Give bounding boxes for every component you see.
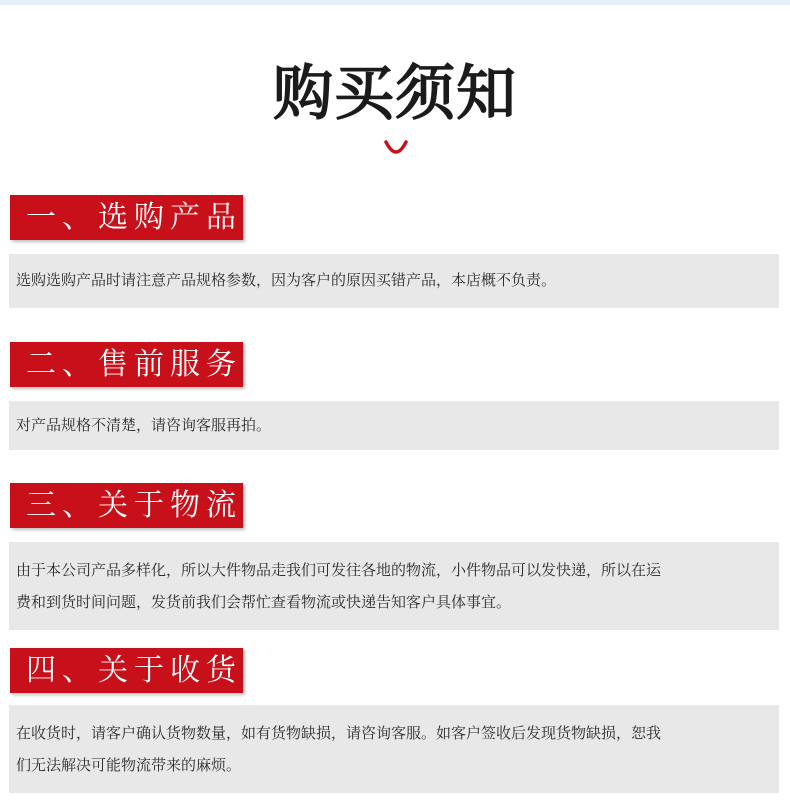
section-tag-logistics: 三、关于物流 — [10, 483, 243, 528]
section-text-line: 对产品规格不清楚，请咨询客服再拍。 — [16, 416, 272, 434]
section-text-line: 由于本公司产品多样化，所以大件物品走我们可发往各地的物流，小件物品可以发快递，所以在运 — [16, 561, 662, 579]
page-title: 购买须知 — [273, 59, 517, 129]
section-body-receiving — [9, 705, 779, 793]
section-text-line: 费和到货时间问题，发货前我们会帮忙查看物流或快递告知客户具体事宜。 — [16, 593, 512, 611]
section-tag-presale-service: 二、售前服务 — [10, 342, 243, 387]
section-tag-receiving: 四、关于收货 — [10, 648, 243, 693]
section-tag-select-product: 一、选购产品 — [10, 195, 243, 240]
section-body-presale-service — [9, 401, 779, 450]
section-text-line: 选购选购产品时请注意产品规格参数，因为客户的原因买错产品，本店概不负责。 — [16, 271, 557, 289]
red-arc-icon — [384, 140, 408, 158]
section-body-select-product — [9, 254, 779, 308]
section-text-line: 们无法解决可能物流带来的麻烦。 — [16, 756, 242, 774]
section-body-logistics — [9, 542, 779, 630]
top-strip — [0, 0, 790, 5]
section-text-line: 在收货时，请客户确认货物数量，如有货物缺损，请咨询客服。如客户签收后发现货物缺损，恕我 — [16, 724, 662, 742]
